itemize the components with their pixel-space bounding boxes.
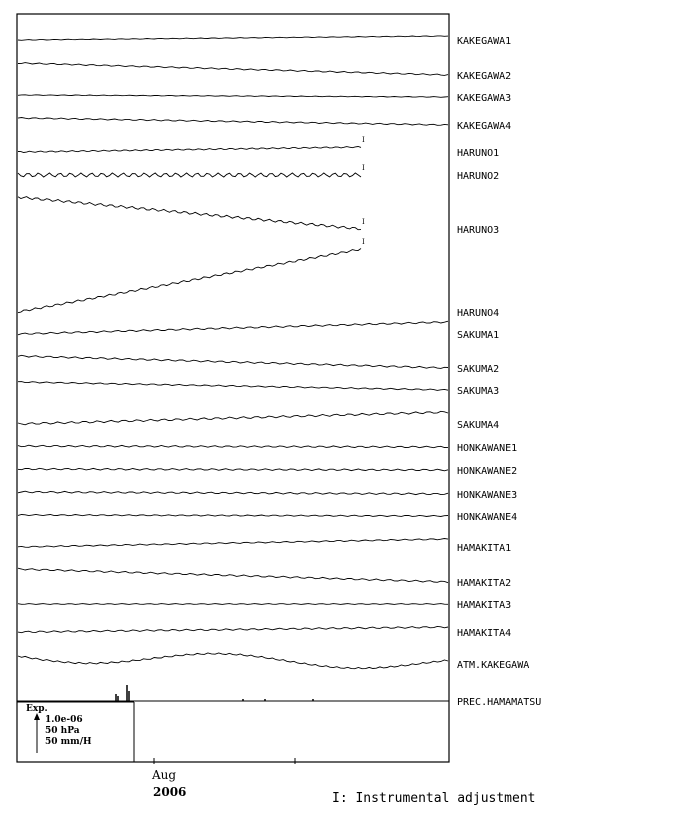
adjustment-mark-haruno4: I	[362, 238, 365, 246]
series-line-hamakita2	[18, 568, 448, 583]
series-line-kakegawa1	[18, 36, 448, 40]
scale-box-title: Exp.	[26, 704, 48, 714]
series-line-kakegawa3	[18, 95, 448, 98]
series-label-kakegawa4: KAKEGAWA4	[457, 121, 512, 132]
series-line-honkawane1	[18, 445, 448, 448]
series-label-sakuma3: SAKUMA3	[457, 386, 500, 397]
series-line-hamakita3	[18, 604, 448, 605]
adjustment-mark-haruno2: I	[362, 164, 365, 172]
series-line-sakuma2	[18, 355, 448, 368]
scale-pressure: 50 hPa	[45, 726, 80, 736]
series-line-hamakita4	[18, 626, 448, 632]
series-line-haruno4	[18, 249, 361, 313]
series-line-atm-kakegawa	[18, 653, 448, 669]
adjustment-mark-haruno1: I	[362, 136, 365, 144]
series-layer	[18, 36, 541, 708]
series-line-haruno2	[18, 173, 361, 177]
series-label-kakegawa2: KAKEGAWA2	[457, 71, 512, 82]
series-label-hamakita2: HAMAKITA2	[457, 578, 512, 589]
series-label-haruno3: HARUNO3	[457, 225, 500, 236]
series-label-sakuma2: SAKUMA2	[457, 364, 500, 375]
series-label-haruno1: HARUNO1	[457, 148, 500, 159]
series-label-honkawane3: HONKAWANE3	[457, 490, 518, 501]
series-label-atm-kakegawa: ATM.KAKEGAWA	[457, 660, 530, 671]
plot-frame	[17, 14, 449, 762]
series-line-sakuma3	[18, 382, 448, 391]
adjustment-mark-haruno3: I	[362, 218, 365, 226]
series-line-hamakita1	[18, 539, 448, 548]
series-label-hamakita1: HAMAKITA1	[457, 543, 512, 554]
series-label-sakuma1: SAKUMA1	[457, 330, 500, 341]
x-tick-label-month: Aug	[152, 768, 177, 782]
series-line-honkawane4	[18, 514, 448, 516]
x-tick-label-year: 2006	[153, 785, 187, 799]
series-line-honkawane3	[18, 491, 448, 494]
series-line-sakuma1	[18, 321, 448, 335]
series-line-kakegawa4	[18, 118, 448, 126]
series-label-prec-hamamatsu: PREC.HAMAMATSU	[457, 697, 542, 708]
series-label-sakuma4: SAKUMA4	[457, 420, 500, 431]
scale-precip: 50 mm/H	[45, 737, 92, 747]
series-label-hamakita4: HAMAKITA4	[457, 628, 512, 639]
series-label-kakegawa1: KAKEGAWA1	[457, 36, 512, 47]
series-label-honkawane1: HONKAWANE1	[457, 443, 518, 454]
series-line-haruno3	[18, 197, 361, 230]
series-line-honkawane2	[18, 468, 448, 471]
series-label-honkawane4: HONKAWANE4	[457, 512, 518, 523]
series-label-hamakita3: HAMAKITA3	[457, 600, 512, 611]
series-label-haruno2: HARUNO2	[457, 171, 500, 182]
instrumental-adjustment-note: I: Instrumental adjustment	[332, 791, 536, 806]
series-label-haruno4: HARUNO4	[457, 308, 500, 319]
series-label-kakegawa3: KAKEGAWA3	[457, 93, 512, 104]
series-line-haruno1	[18, 147, 361, 153]
series-line-sakuma4	[18, 411, 448, 425]
scale-arrow-head	[34, 713, 40, 720]
series-line-kakegawa2	[18, 63, 448, 76]
scale-strain: 1.0e-06	[45, 715, 83, 725]
series-label-honkawane2: HONKAWANE2	[457, 466, 518, 477]
